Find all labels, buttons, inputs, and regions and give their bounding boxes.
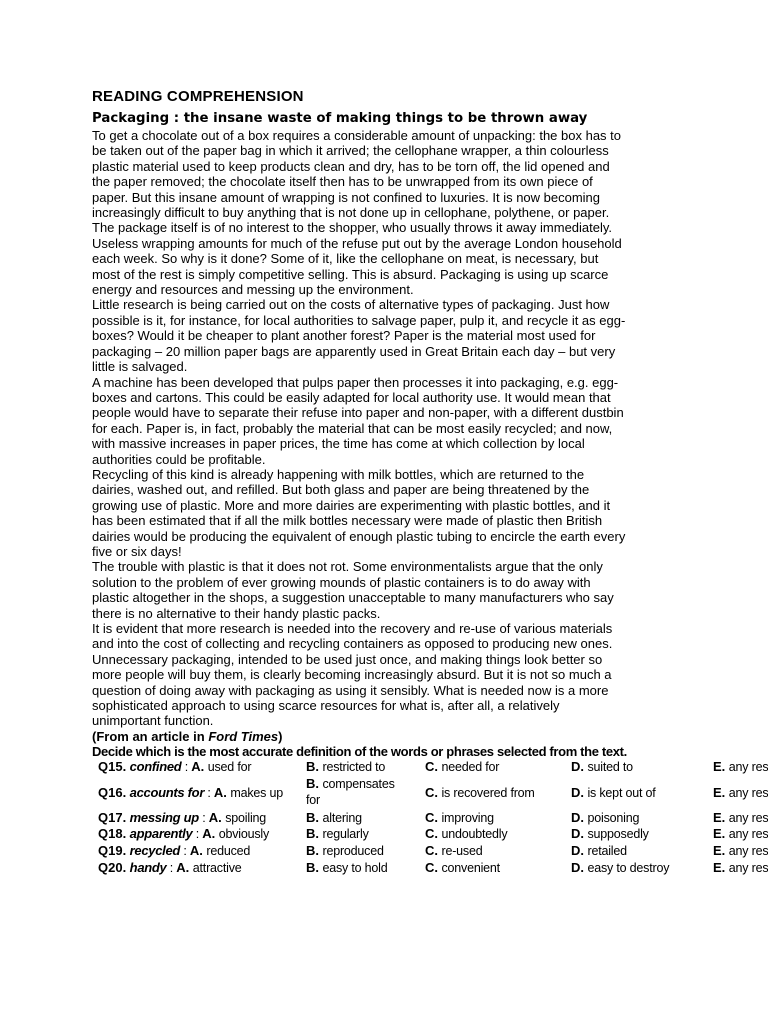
question-number: Q20. [98,859,127,875]
question-stem [98,826,269,842]
text-line: with massive increases in paper prices, the time has come at which collection by local [92,436,585,452]
option-letter-a: A. [189,843,203,859]
question-stem [98,860,242,876]
option-letter-c: C. [425,859,438,875]
option-letter-a: A. [202,826,216,842]
option-cell-d [571,826,649,842]
colon-separator: : [204,785,214,800]
colon-separator: : [198,810,209,825]
option-cell-c [425,860,500,876]
question-number: Q16. [98,784,127,800]
option-cell-c [425,810,494,826]
question-stem [98,759,251,775]
question-row [92,776,768,810]
text-line: packaging – 20 million paper bags are apparently used in Great Britain each day – but very [92,343,616,359]
option-cell-d [571,860,669,876]
text-line: most of the rest is simply competitive selling. This is absurd. Packaging is using up scarce [92,266,609,282]
option-e: any res [728,860,768,875]
option-cell-d [571,759,633,775]
text-line: increasingly difficult to buy anything that is not done up in cellophane, polythene, or paper. [92,205,610,221]
text-line: more people will buy them, is clearly becoming increasingly absurd. But it is not so much a [92,667,612,683]
source-suffix: ) [278,728,283,744]
option-letter-a: A. [213,784,227,800]
document-page [92,88,768,876]
text-line: there is no alternative to their handy plastic packs. [92,605,381,621]
text-line: sophisticated approach to using scarce resources for what is, after all, a relatively [92,698,560,714]
option-letter-c: C. [425,826,438,842]
option-c: improving [441,810,494,825]
option-b: reproduced [322,844,384,859]
option-cell-c [425,759,499,775]
question-keyword: apparently [129,826,193,842]
text-line: for each. Paper is, in fact, probably the material that can be most easily recycled; and now, [92,420,613,436]
option-cell-e [713,826,768,842]
text-line: five or six days! [92,543,182,559]
question-row [92,759,768,776]
text-line: and into the cost of collecting and recycling containers as opposed to producing new ones. [92,636,613,652]
option-letter-d: D. [571,843,584,859]
option-letter-e: E. [713,826,726,842]
option-letter-b: B. [306,759,319,775]
text-line: boxes? Would it be cheaper to plant another forest? Paper is the material most used for [92,328,596,344]
option-a: reduced [206,844,251,859]
option-cell-d [571,810,639,826]
question-keyword: recycled [129,843,181,859]
text-line: boxes and cartons. This could be easily adapted for local authority use. It would mean that [92,389,611,405]
option-d: supposedly [587,827,649,842]
question-keyword: accounts for [129,784,205,800]
text-line: The trouble with plastic is that it does not rot. Some environmentalists argue that the only [92,559,603,575]
text-line: be taken out of the paper bag in which it arrived; the cellophane wrapper, a thin colourless [92,143,609,159]
option-letter-d: D. [571,809,584,825]
option-e: any res [728,760,768,775]
option-cell-b [306,759,385,775]
option-e: any res [728,810,768,825]
question-instruction: Decide which is the most accurate definition of the words or phrases selected from the text. [92,744,627,760]
option-letter-c: C. [425,809,438,825]
text-line: The package itself is of no interest to the shopper, who usually throws it away immediately. [92,220,613,236]
section-heading: READING COMPREHENSION [92,88,304,105]
option-b: altering [322,810,362,825]
text-line: Useless wrapping amounts for much of the refuse put out by the average London household [92,235,622,251]
option-cell-b [306,843,384,859]
text-line: people would have to separate their refuse into paper and non-paper, with a different dustbin [92,405,624,421]
colon-separator: : [192,827,203,842]
question-list [92,759,768,876]
colon-separator: : [181,760,192,775]
option-cell-e [713,843,768,859]
text-line: possible is it, for instance, for local authorities to salvage paper, pulp it, and recycle it as egg- [92,312,626,328]
question-stem [98,810,266,826]
option-letter-d: D. [571,859,584,875]
text-line: question of doing away with packaging as using it sensibly. What is needed now is a more [92,682,609,698]
option-cell-c [425,826,507,842]
article-text [92,128,676,729]
option-a: makes up [230,785,283,800]
option-b: compensates for [306,776,395,807]
option-cell-e [713,785,768,801]
option-letter-d: D. [571,826,584,842]
option-c: convenient [441,860,500,875]
text-line: To get a chocolate out of a box requires a considerable amount of unpacking: the box has to [92,128,622,143]
question-number: Q19. [98,843,127,859]
option-e: any res [728,844,768,859]
option-e: any res [728,827,768,842]
text-line: Recycling of this kind is already happening with milk bottles, which are returned to the [92,466,585,482]
option-cell-e [713,759,768,775]
option-cell-c [425,843,482,859]
option-letter-c: C. [425,843,438,859]
question-row [92,843,768,860]
option-c: re-used [441,844,483,859]
option-letter-b: B. [306,859,319,875]
text-line: the paper removed; the chocolate itself then has to be unwrapped from its own piece of [92,174,593,190]
text-line: energy and resources and messing up the environment. [92,282,414,298]
article-title: Packaging : the insane waste of making things to be thrown away [92,111,588,126]
text-line: growing use of plastic. More and more dairies are experimenting with plastic bottles, and it [92,497,611,513]
option-letter-b: B. [306,843,319,859]
option-c: undoubtedly [441,827,508,842]
text-line: authorities could be profitable. [92,451,266,467]
colon-separator: : [166,860,177,875]
option-letter-a: A. [191,759,205,775]
option-b: restricted to [322,760,386,775]
option-letter-c: C. [425,784,438,800]
option-d: suited to [587,760,633,775]
option-letter-b: B. [306,826,319,842]
text-line: little is salvaged. [92,359,188,375]
option-a: spoiling [225,810,267,825]
option-letter-c: C. [425,759,438,775]
text-line: paper. But this insane amount of wrapping is not confined to luxuries. It is now becoming [92,189,601,205]
option-cell-d [571,785,656,801]
option-e: any res [728,785,768,800]
option-b: easy to hold [322,860,388,875]
option-letter-e: E. [713,859,726,875]
option-letter-a: A. [176,859,190,875]
option-cell-e [713,860,768,876]
colon-separator: : [180,844,190,859]
option-letter-d: D. [571,759,584,775]
option-cell-c [425,785,535,801]
text-line: solution to the problem of ever growing mounds of plastic containers is to do away with [92,574,591,590]
source-publication: Ford Times [208,728,279,744]
text-line: Little research is being carried out on the costs of alternative types of packaging. Just how [92,297,610,313]
source-citation [92,729,768,744]
text-line: dairies, washed out, and refilled. But both glass and paper are being threatened by the [92,482,590,498]
option-letter-e: E. [713,809,726,825]
option-cell-b [306,810,362,826]
text-line: has been estimated that if all the milk bottles necessary were made of plastic then British [92,513,603,529]
question-stem [98,785,283,801]
option-cell-e [713,810,768,826]
option-letter-a: A. [208,809,222,825]
question-row [92,860,768,877]
option-cell-b [306,776,406,808]
option-d: easy to destroy [587,860,670,875]
question-number: Q17. [98,809,127,825]
option-letter-e: E. [713,784,726,800]
option-letter-e: E. [713,759,726,775]
text-line: plastic material used to keep products clean and dry, has to be torn off, the lid opened and [92,158,610,174]
option-letter-b: B. [306,809,319,825]
question-stem [98,843,250,859]
option-d: poisoning [587,810,640,825]
text-line: dairies would be producing the equivalent of enough plastic tubing to encircle the earth every [92,528,626,544]
source-prefix: (From an article in [92,728,209,744]
text-line: It is evident that more research is needed into the recovery and re-use of various materials [92,621,613,636]
option-a: used for [207,760,252,775]
option-letter-e: E. [713,843,726,859]
option-cell-d [571,843,627,859]
text-line: A machine has been developed that pulps paper then processes it into packaging, e.g. egg- [92,374,619,390]
question-number: Q15. [98,759,127,775]
question-keyword: messing up [129,809,199,825]
option-cell-b [306,860,388,876]
option-c: is recovered from [441,785,535,800]
text-line: Unnecessary packaging, intended to be used just once, and making things look better so [92,651,603,667]
option-a: obviously [218,827,270,842]
option-letter-d: D. [571,784,584,800]
text-line: plastic altogether in the shops, a suggestion unacceptable to many manufacturers who say [92,590,614,606]
text-line: each week. So why is it done? Some of it, like the cellophane on meat, is necessary, but [92,251,599,267]
option-cell-b [306,826,369,842]
option-b: regularly [322,827,369,842]
option-a: attractive [192,860,242,875]
question-keyword: confined [129,759,182,775]
question-number: Q18. [98,826,127,842]
option-d: retailed [587,844,627,859]
option-c: needed for [441,760,500,775]
text-line: unimportant function. [92,713,214,729]
question-row [92,826,768,843]
question-keyword: handy [129,859,167,875]
option-letter-b: B. [306,775,319,791]
option-d: is kept out of [587,785,656,800]
question-row [92,810,768,827]
